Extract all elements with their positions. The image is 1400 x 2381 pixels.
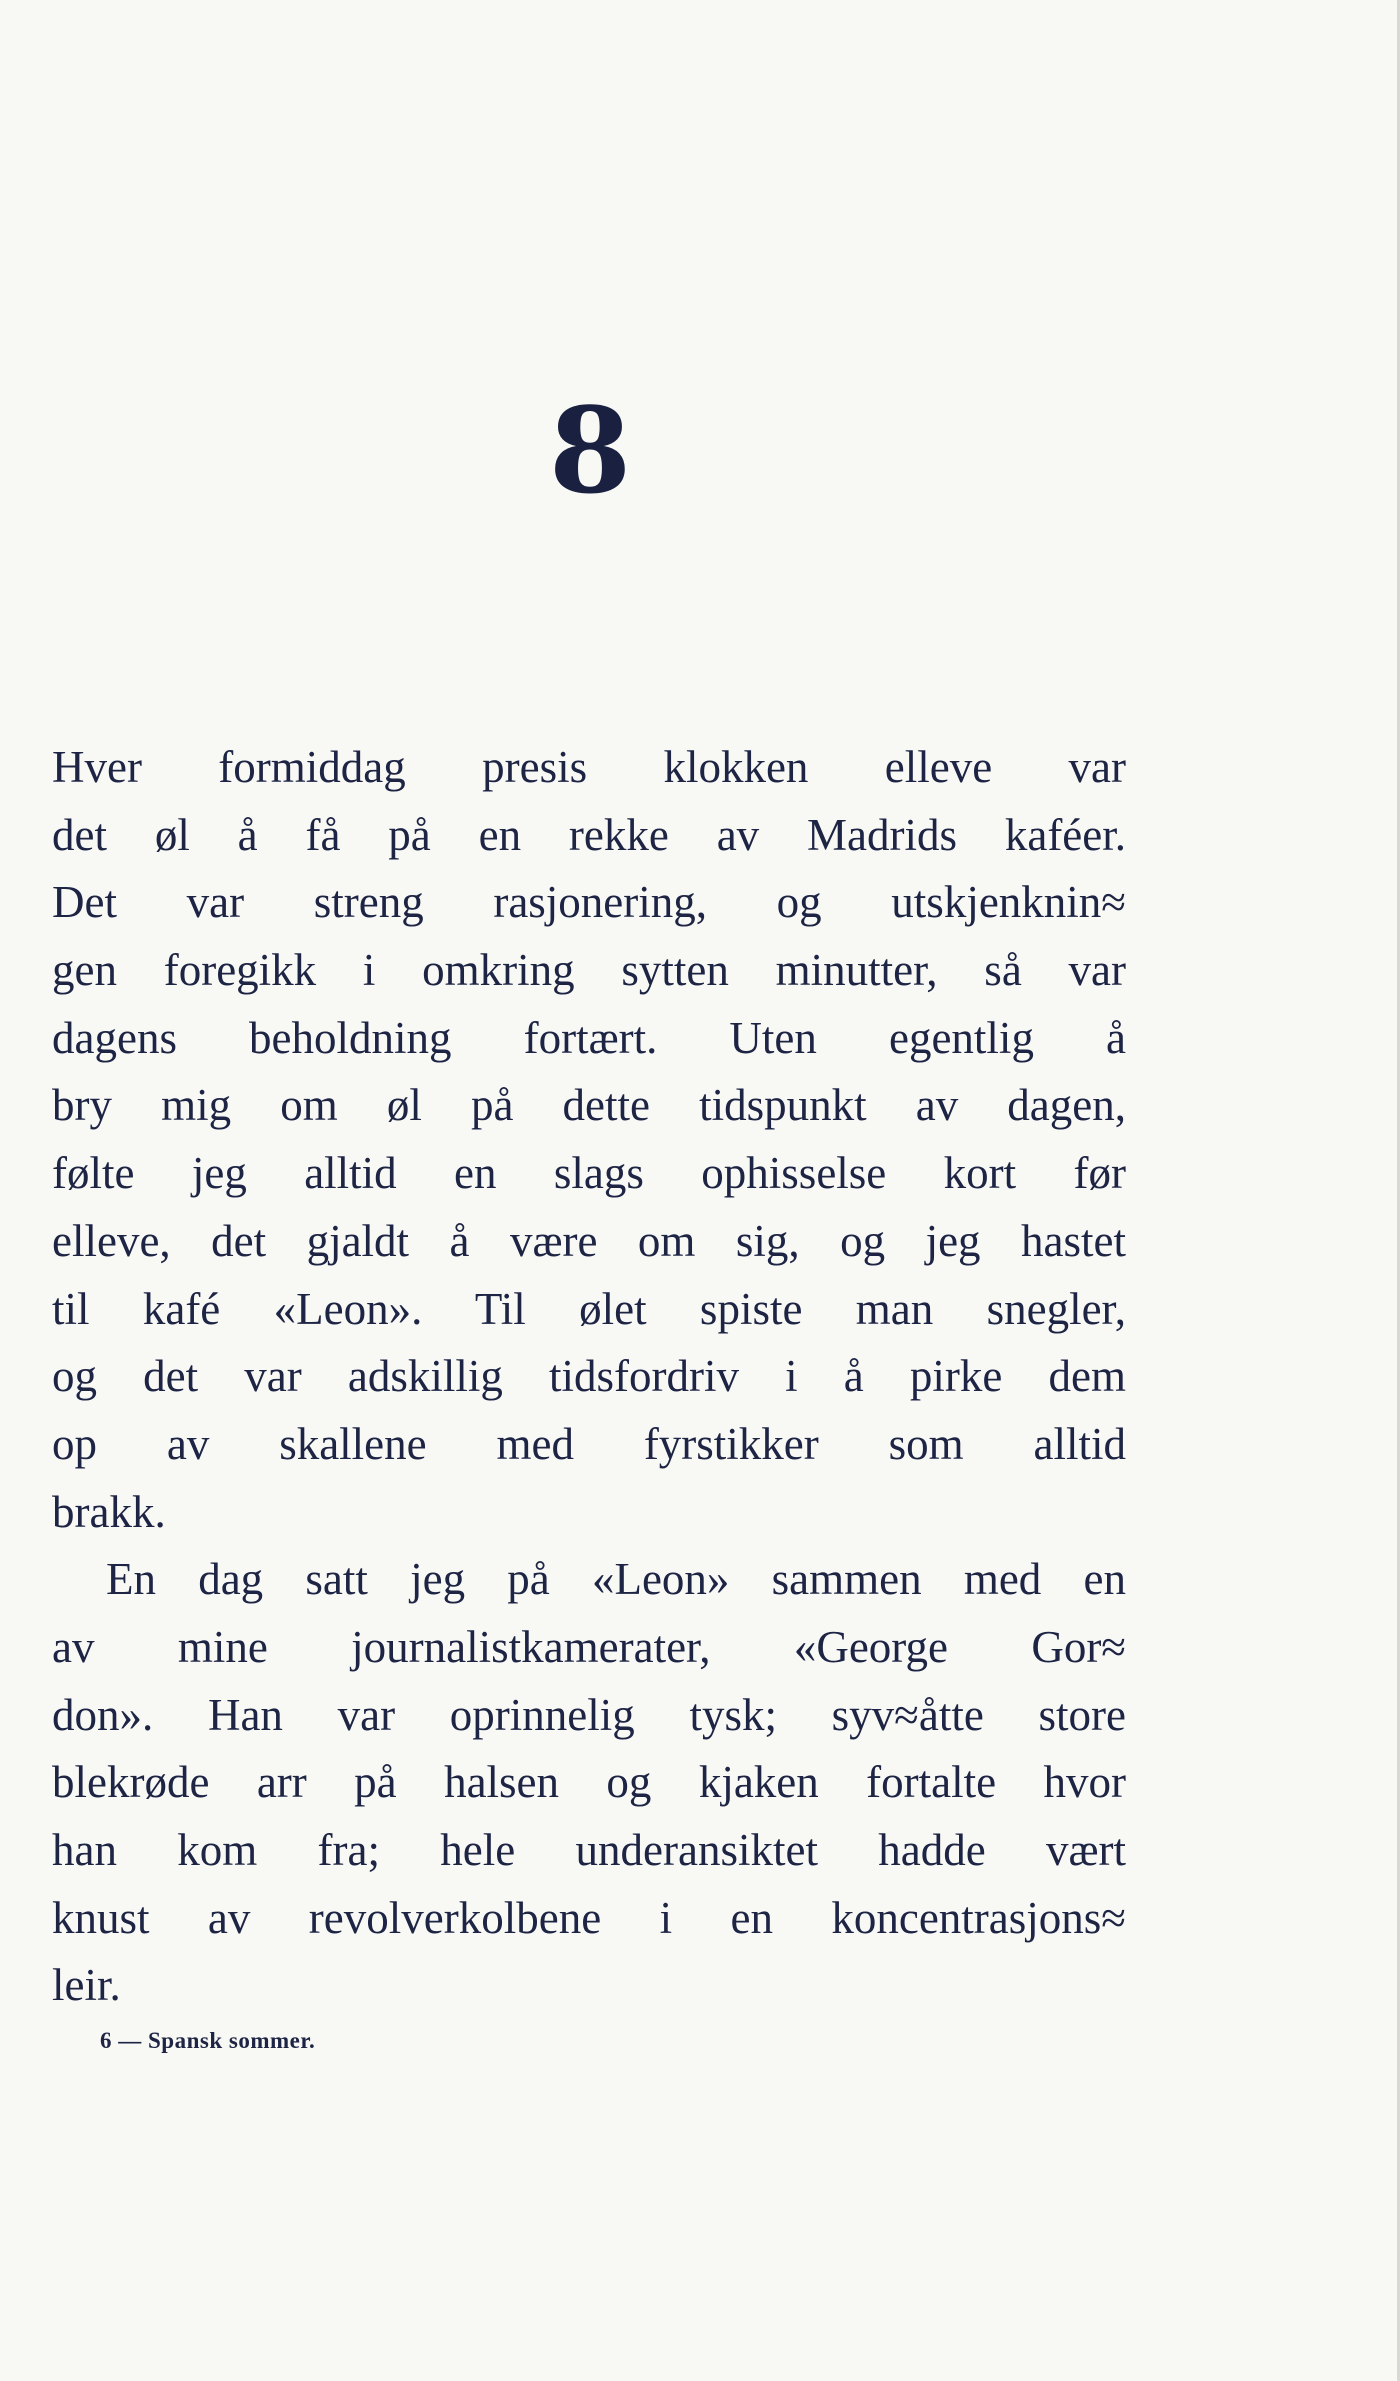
text-line: til kafé «Leon». Til ølet spiste man snegler, xyxy=(52,1283,1126,1334)
text-line: av mine journalistkamerater, «George Gor≈ xyxy=(52,1621,1126,1672)
text-line: gen foregikk i omkring sytten minutter, så var xyxy=(52,945,1126,996)
signature-mark: 6 — Spansk sommer. xyxy=(100,2028,316,2053)
text-line: det øl å få på en rekke av Madrids kaféer. xyxy=(52,809,1126,860)
text-line: bry mig om øl på dette tidspunkt av dagen, xyxy=(52,1080,1126,1131)
text-line: don». Han var oprinnelig tysk; syv≈åtte store xyxy=(52,1689,1126,1740)
text-line: han kom fra; hele underansiktet hadde vært xyxy=(52,1825,1126,1875)
text-line: leir. xyxy=(52,1960,121,2011)
chapter-number: 8 xyxy=(548,381,632,520)
text-line: og det var adskillig tidsfordriv i å pirke dem xyxy=(52,1351,1126,1402)
text-line: dagens beholdning fortært. Uten egentlig å xyxy=(52,1012,1126,1063)
text-line: En dag satt jeg på «Leon» sammen med en xyxy=(106,1554,1126,1605)
text-line: Det var streng rasjonering, og utskjenknin≈ xyxy=(52,877,1126,928)
text-line: knust av revolverkolbene i en koncentrasjons≈ xyxy=(52,1892,1126,1943)
text-line: op av skallene med fyrstikker som alltid xyxy=(52,1418,1126,1469)
text-line: følte jeg alltid en slags ophisselse kort før xyxy=(52,1148,1126,1199)
text-line: brakk. xyxy=(52,1486,166,1537)
text-line: elleve, det gjaldt å være om sig, og jeg hastet xyxy=(52,1215,1126,1266)
body-text xyxy=(52,734,1126,2020)
text-line: Hver formiddag presis klokken elleve var xyxy=(52,742,1126,792)
text-line: blekrøde arr på halsen og kjaken fortalte hvor xyxy=(52,1757,1126,1808)
